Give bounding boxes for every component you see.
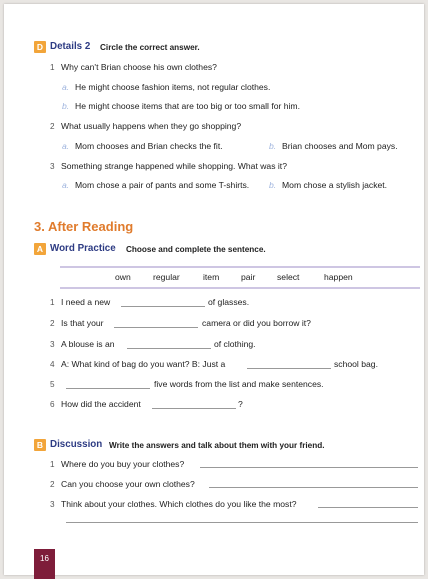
question-number: 3 [50, 500, 55, 509]
sentence-start: Is that your [61, 318, 104, 328]
option-letter[interactable]: b. [269, 141, 277, 151]
item-number: 2 [50, 319, 55, 328]
question-number: 3 [50, 162, 55, 171]
question-number: 2 [50, 480, 55, 489]
item-number: 6 [50, 400, 55, 409]
question-text: Why can't Brian choose his own clothes? [61, 62, 217, 72]
discussion-question: Can you choose your own clothes? [61, 479, 195, 489]
answer-option[interactable]: Mom chose a pair of pants and some T-shirts. [75, 180, 250, 190]
fill-blank[interactable] [114, 327, 198, 328]
fill-blank[interactable] [66, 388, 150, 389]
word-bank-item: own [115, 272, 131, 282]
question-text: Something strange happened while shopping. What was it? [61, 161, 287, 171]
sentence-start: I need a new [61, 297, 111, 307]
word-bank-item: select [277, 272, 300, 282]
question-number: 1 [50, 63, 55, 72]
discussion-instruction: Write the answers and talk about them with your friend. [109, 441, 325, 450]
sentence-end: of glasses. [208, 297, 250, 307]
answer-option[interactable]: Mom chose a stylish jacket. [282, 180, 388, 190]
question-number: 2 [50, 122, 55, 131]
option-letter[interactable]: a. [62, 141, 70, 151]
fill-blank[interactable] [127, 348, 211, 349]
discussion-question: Think about your clothes. Which clothes do you like the most? [61, 499, 297, 509]
item-number: 1 [50, 298, 55, 307]
word-practice-title: Word Practice [50, 243, 116, 254]
answer-line[interactable] [200, 467, 418, 468]
sentence-start: A: What kind of bag do you want? B: Just a [61, 359, 226, 369]
option-letter[interactable]: b. [269, 180, 277, 190]
answer-line[interactable] [66, 522, 418, 523]
answer-option[interactable]: Mom chooses and Brian checks the fit. [75, 141, 223, 151]
sentence-start: A blouse is an [61, 339, 115, 349]
word-bank-item: item [203, 272, 220, 282]
sentence-end: five words from the list and make sentences. [154, 379, 324, 389]
fill-blank[interactable] [152, 408, 236, 409]
details2-title: Details 2 [50, 41, 91, 52]
word-bank [60, 266, 420, 289]
section-badge-d: D [34, 41, 46, 53]
page-number: 16 [40, 554, 49, 563]
sentence-start: How did the accident [61, 399, 141, 409]
item-number: 3 [50, 340, 55, 349]
question-number: 1 [50, 460, 55, 469]
word-bank-item: pair [241, 272, 256, 282]
workbook-page [4, 4, 424, 575]
discussion-title: Discussion [50, 439, 103, 450]
sentence-end: ? [238, 399, 243, 409]
fill-blank[interactable] [247, 368, 331, 369]
option-letter[interactable]: a. [62, 82, 70, 92]
fill-blank[interactable] [121, 306, 205, 307]
answer-option[interactable]: He might choose fashion items, not regular clothes. [75, 82, 271, 92]
details2-instruction: Circle the correct answer. [100, 43, 200, 52]
answer-option[interactable]: Brian chooses and Mom pays. [282, 141, 398, 151]
option-letter[interactable]: b. [62, 101, 70, 111]
word-bank-item: regular [153, 272, 180, 282]
word-practice-instruction: Choose and complete the sentence. [126, 245, 266, 254]
option-letter[interactable]: a. [62, 180, 70, 190]
question-text: What usually happens when they go shopping? [61, 121, 242, 131]
sentence-end: camera or did you borrow it? [202, 318, 311, 328]
sentence-end: school bag. [334, 359, 378, 369]
sentence-end: of clothing. [214, 339, 256, 349]
answer-line[interactable] [318, 507, 418, 508]
section-title-after-reading: 3. After Reading [34, 219, 134, 234]
item-number: 4 [50, 360, 55, 369]
word-bank-item: happen [324, 272, 353, 282]
discussion-question: Where do you buy your clothes? [61, 459, 185, 469]
answer-line[interactable] [209, 487, 418, 488]
section-badge-b: B [34, 439, 46, 451]
answer-option[interactable]: He might choose items that are too big or too small for him. [75, 101, 300, 111]
section-badge-a: A [34, 243, 46, 255]
item-number: 5 [50, 380, 55, 389]
